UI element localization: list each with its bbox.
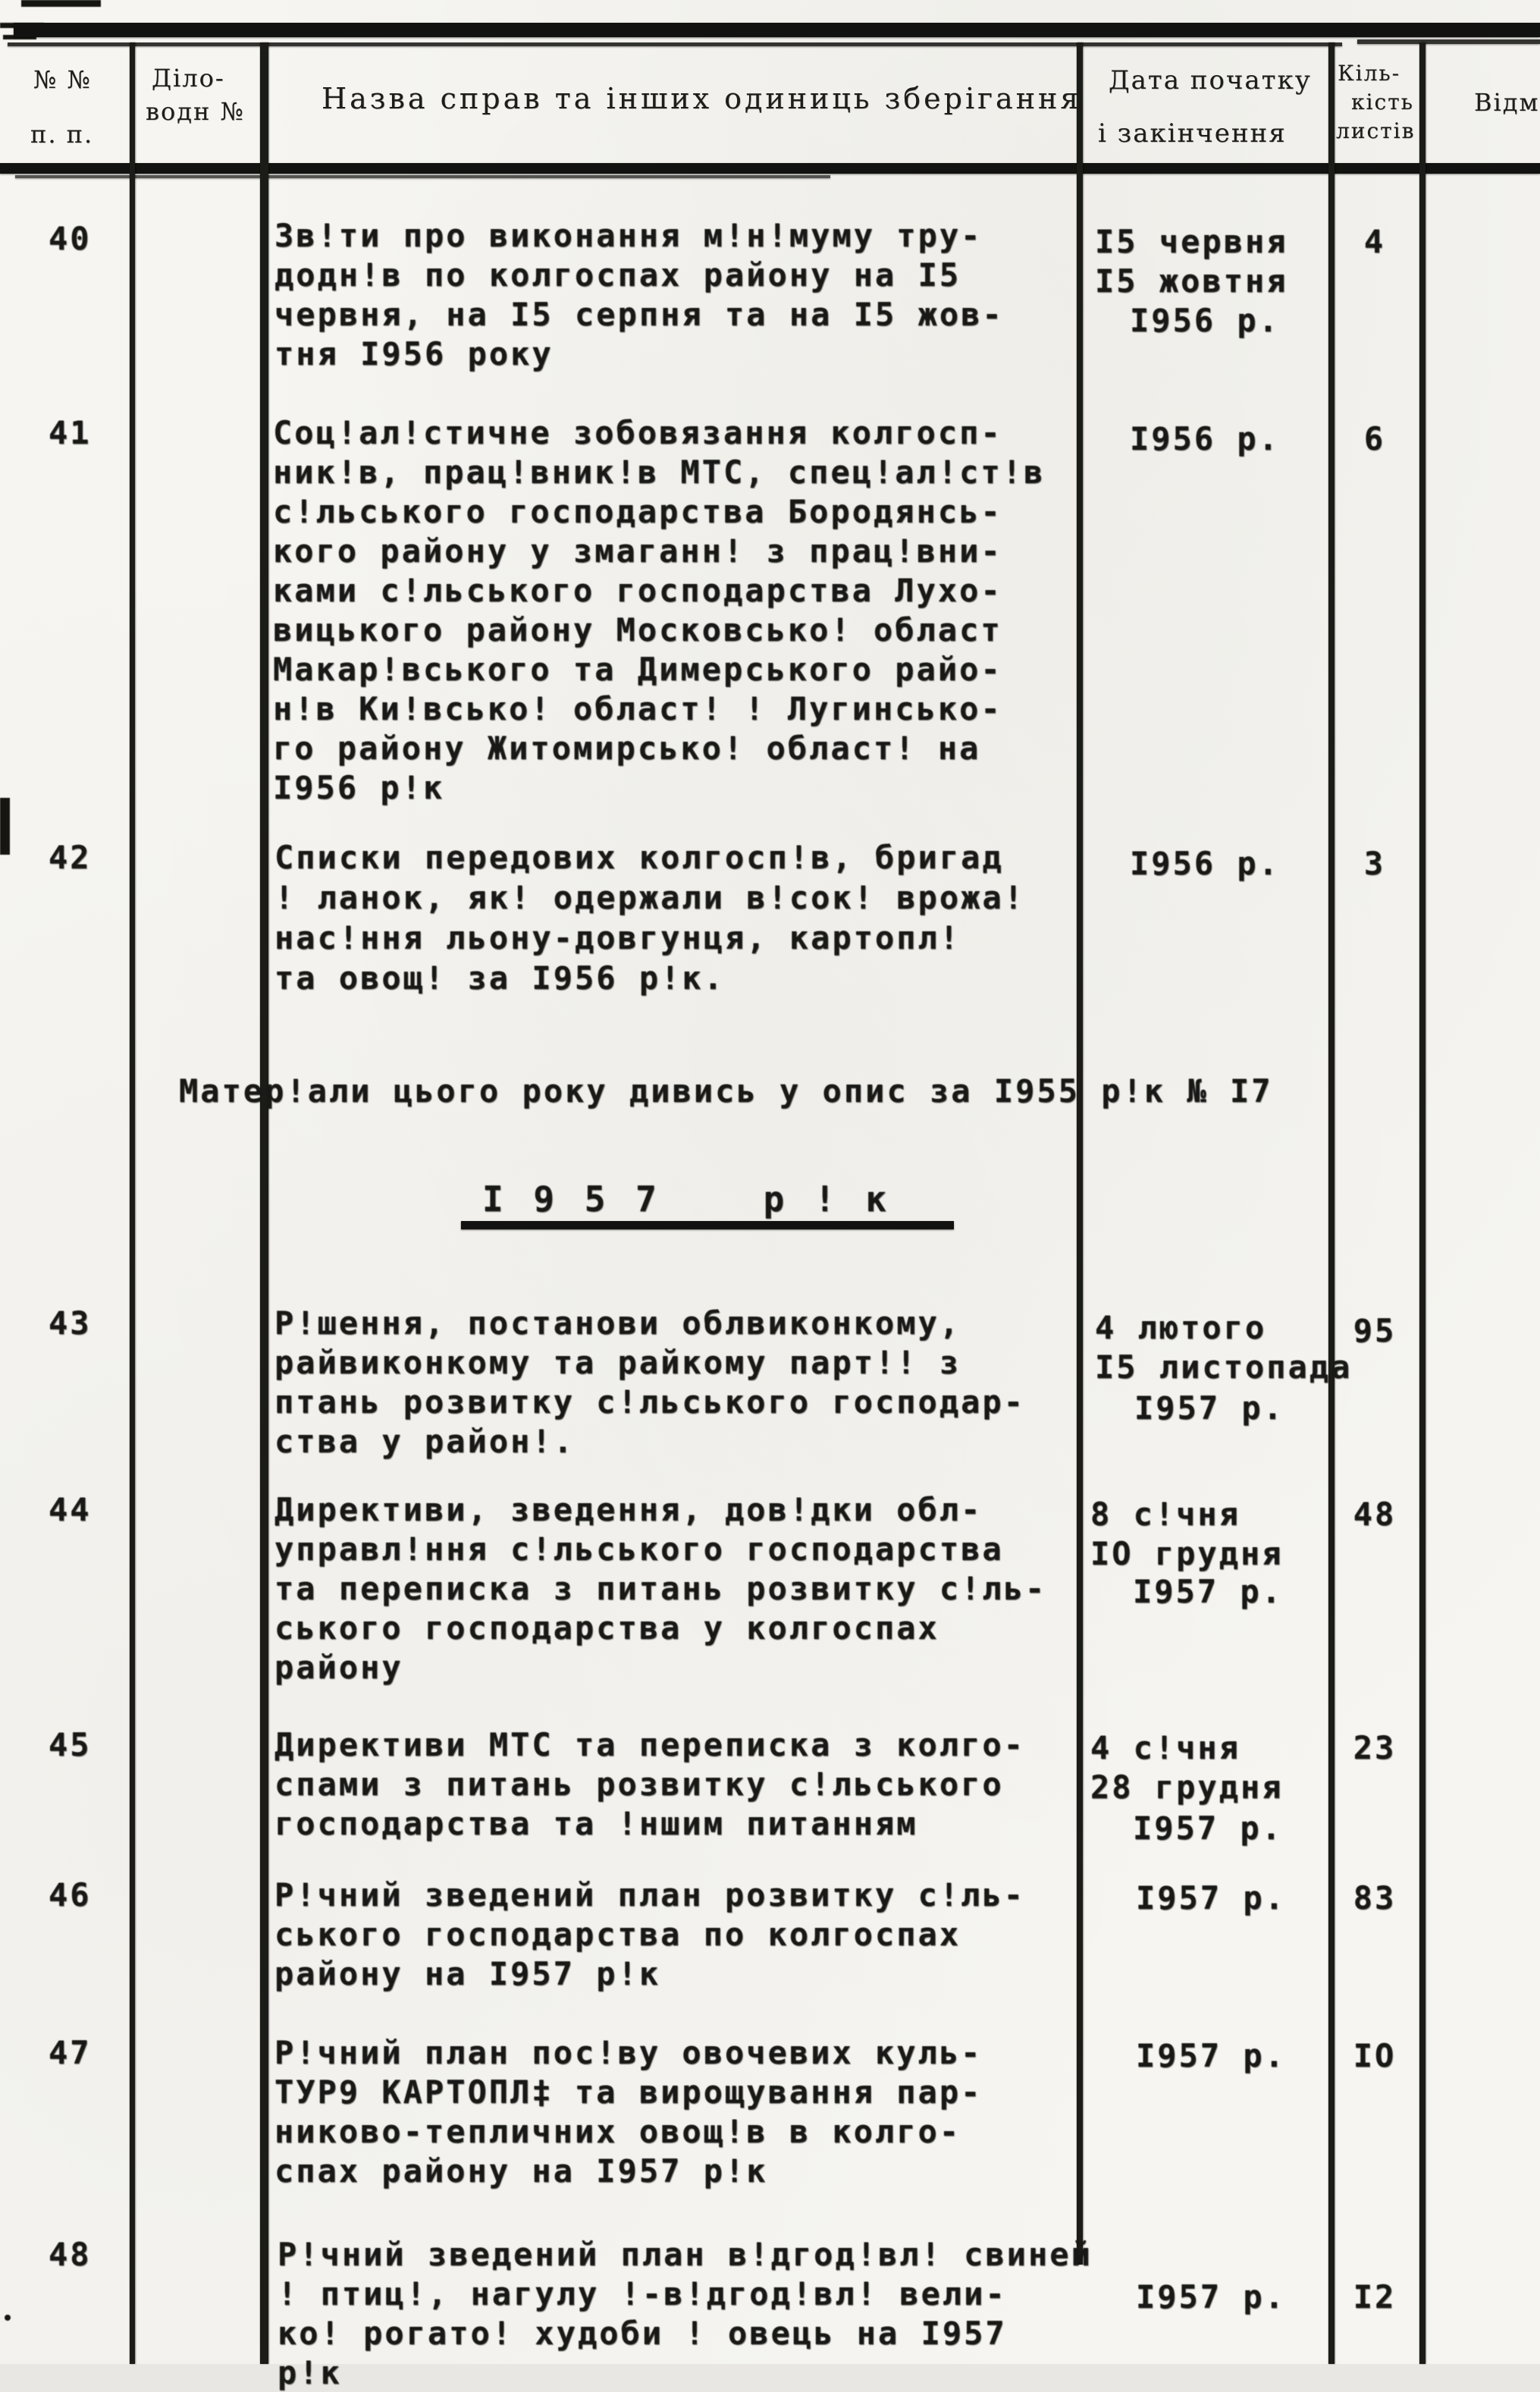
header-col-count-line1: Кіль-: [1338, 61, 1401, 86]
year-section-heading: I 9 5 7 р ! к: [482, 1179, 892, 1220]
row-41-line-1: Соц!ал!стичне зобовязання колгосп-: [273, 414, 1002, 451]
column-divider-3: [1077, 42, 1083, 2265]
header-separator-smudge: [15, 175, 830, 178]
header-col-date-line2: і закінчення: [1098, 118, 1287, 149]
row-41-line-10: I956 р!к: [273, 769, 445, 806]
row-40-line-1: Зв!ти про виконання м!н!муму тру-: [274, 217, 983, 254]
row-41-line-7: Макар!вського та Димерського райо-: [273, 651, 1002, 688]
header-col-count-line3: листів: [1336, 118, 1416, 143]
row-40-line-4: тня I956 року: [274, 335, 554, 372]
row-46-date-1: I957 р.: [1136, 1879, 1287, 1916]
row-43-line-2: райвиконкому та райкому парт!! з: [274, 1344, 961, 1381]
row-48-line-2: ! птиц!, нагулу !-в!дгод!вл! вели-: [278, 2275, 1007, 2312]
row-44-line-4: ського господарства у колгоспах: [274, 1609, 939, 1646]
row-44-line-1: Директиви, зведення, дов!дки обл-: [274, 1491, 983, 1528]
row-44-number: 44: [49, 1491, 92, 1528]
row-48-line-1: Р!чний зведений план в!дгод!вл! свиней: [278, 2236, 1093, 2273]
header-col-number-line1: № №: [33, 65, 92, 94]
row-44-line-2: управл!ння с!льського господарства: [274, 1530, 1004, 1568]
row-44-sheet-count: 48: [1353, 1496, 1397, 1533]
row-45-date-2: 28 грудня: [1090, 1769, 1284, 1806]
row-48-line-3: ко! рогато! худоби ! овець на I957: [278, 2315, 1007, 2352]
row-47-number: 47: [49, 2034, 92, 2071]
table-top-border-thin-right: [1357, 39, 1540, 44]
row-45-line-2: спами з питань розвитку с!льського: [274, 1766, 1004, 1803]
header-col-record-line1: Діло-: [152, 64, 225, 93]
row-41-line-5: ками с!льського господарства Лухо-: [273, 572, 1002, 609]
row-40-line-3: червня, на I5 серпня та на I5 жов-: [274, 296, 1004, 333]
row-41-line-9: го району Житомирсько! област! на: [273, 730, 981, 767]
row-44-line-3: та переписка з питань розвитку с!ль-: [274, 1570, 1047, 1607]
row-42-sheet-count: 3: [1363, 845, 1386, 882]
row-47-date-1: I957 р.: [1136, 2037, 1287, 2074]
row-42-line-3: нас!ння льону-довгунця, картопл!: [274, 919, 961, 956]
row-47-line-2: ТУР9 КАРТОПЛ‡ та вирощування пар-: [274, 2073, 983, 2111]
row-43-number: 43: [49, 1304, 92, 1342]
row-44-date-3: I957 р.: [1133, 1573, 1284, 1610]
row-40-date-1: I5 червня: [1095, 223, 1288, 260]
row-42-line-4: та овощ! за I956 р!к.: [274, 959, 726, 997]
row-47-line-1: Р!чний план пос!ву овочевих куль-: [274, 2034, 983, 2071]
header-col-record-line2: водн №: [146, 97, 245, 126]
row-46-number: 46: [49, 1876, 92, 1913]
row-45-date-3: I957 р.: [1133, 1810, 1284, 1847]
row-42-line-1: Списки передових колгосп!в, бригад: [274, 839, 1004, 876]
row-48-line-4: р!к: [278, 2354, 342, 2391]
row-47-line-4: спах району на I957 р!к: [274, 2152, 768, 2190]
row-42-line-2: ! ланок, як! одержали в!сок! врожа!: [274, 879, 1026, 916]
row-43-line-4: ства у район!.: [274, 1423, 576, 1460]
row-46-line-1: Р!чний зведений план розвитку с!ль-: [274, 1876, 1026, 1913]
row-47-line-3: никово-тепличних овощ!в в колго-: [274, 2113, 961, 2150]
header-col-count-line2: кість: [1351, 89, 1414, 115]
row-40-number: 40: [49, 220, 92, 257]
row-43-date-1: 4 лютого: [1095, 1309, 1267, 1346]
header-col-notes: Відм: [1474, 88, 1540, 117]
header-separator: [0, 163, 1540, 174]
cross-reference-note: Матер!али цього року дивись у опис за I955 р!к № I7: [179, 1072, 1273, 1110]
row-42-date-1: I956 р.: [1130, 845, 1281, 882]
row-43-line-1: Р!шення, постанови облвиконкому,: [274, 1304, 961, 1342]
row-43-sheet-count: 95: [1353, 1312, 1397, 1349]
row-45-line-1: Директиви МТС та переписка з колго-: [274, 1726, 1026, 1763]
row-43-date-3: I957 р.: [1134, 1389, 1285, 1427]
row-44-line-5: району: [274, 1649, 403, 1686]
header-col-number-line2: п. п.: [30, 120, 94, 149]
row-41-line-4: кого району у змаганн! з прац!вни-: [273, 532, 1002, 570]
row-40-sheet-count: 4: [1363, 223, 1386, 260]
year-heading-underline: [461, 1221, 954, 1229]
row-40-line-2: додн!в по колгоспах району на I5: [274, 256, 961, 294]
row-43-date-2: I5 листопада: [1095, 1348, 1353, 1386]
header-col-title: Назва справ та інших одиниць зберігання: [321, 82, 1082, 115]
row-45-date-1: 4 с!чня: [1090, 1729, 1241, 1766]
row-42-number: 42: [49, 839, 92, 876]
row-44-date-2: IO грудня: [1090, 1535, 1284, 1572]
row-48-date-1: I957 р.: [1136, 2278, 1287, 2315]
row-41-line-2: ник!в, прац!вник!в МТС, спец!ал!ст!в: [273, 454, 1046, 491]
column-divider-2: [260, 42, 268, 2364]
row-44-date-1: 8 с!чня: [1090, 1496, 1241, 1533]
row-41-number: 41: [49, 414, 92, 451]
row-45-number: 45: [49, 1726, 92, 1763]
row-41-sheet-count: 6: [1363, 420, 1386, 457]
row-43-line-3: птань розвитку с!льського господар-: [274, 1383, 1026, 1420]
row-41-line-3: с!льського господарства Бородянсь-: [273, 493, 1002, 530]
scan-artifact: [5, 2315, 11, 2321]
row-47-sheet-count: IO: [1353, 2037, 1397, 2074]
column-divider-1: [130, 42, 135, 2364]
scan-artifact: [21, 0, 101, 7]
row-40-date-2: I5 жовтня: [1095, 262, 1288, 300]
row-45-sheet-count: 23: [1353, 1729, 1397, 1766]
row-46-line-2: ського господарства по колгоспах: [274, 1916, 961, 1953]
row-40-date-3: I956 р.: [1130, 302, 1281, 339]
row-46-line-3: району на I957 р!к: [274, 1955, 661, 1992]
column-divider-5: [1419, 42, 1426, 2364]
scan-artifact: [0, 798, 10, 855]
row-41-date-1: I956 р.: [1130, 420, 1281, 457]
column-divider-4: [1328, 42, 1335, 2364]
row-45-line-3: господарства та !ншим питанням: [274, 1805, 918, 1842]
header-col-date-line1: Дата початку: [1109, 65, 1312, 96]
row-48-sheet-count: I2: [1353, 2278, 1397, 2315]
row-48-number: 48: [49, 2236, 92, 2273]
row-41-line-8: н!в Ки!всько! област! ! Лугинсько-: [273, 690, 1002, 727]
row-46-sheet-count: 83: [1353, 1879, 1397, 1916]
table-top-border-thin: [8, 42, 1342, 46]
row-41-line-6: вицького району Московсько! област: [273, 611, 1002, 648]
table-top-border: [14, 23, 1540, 37]
